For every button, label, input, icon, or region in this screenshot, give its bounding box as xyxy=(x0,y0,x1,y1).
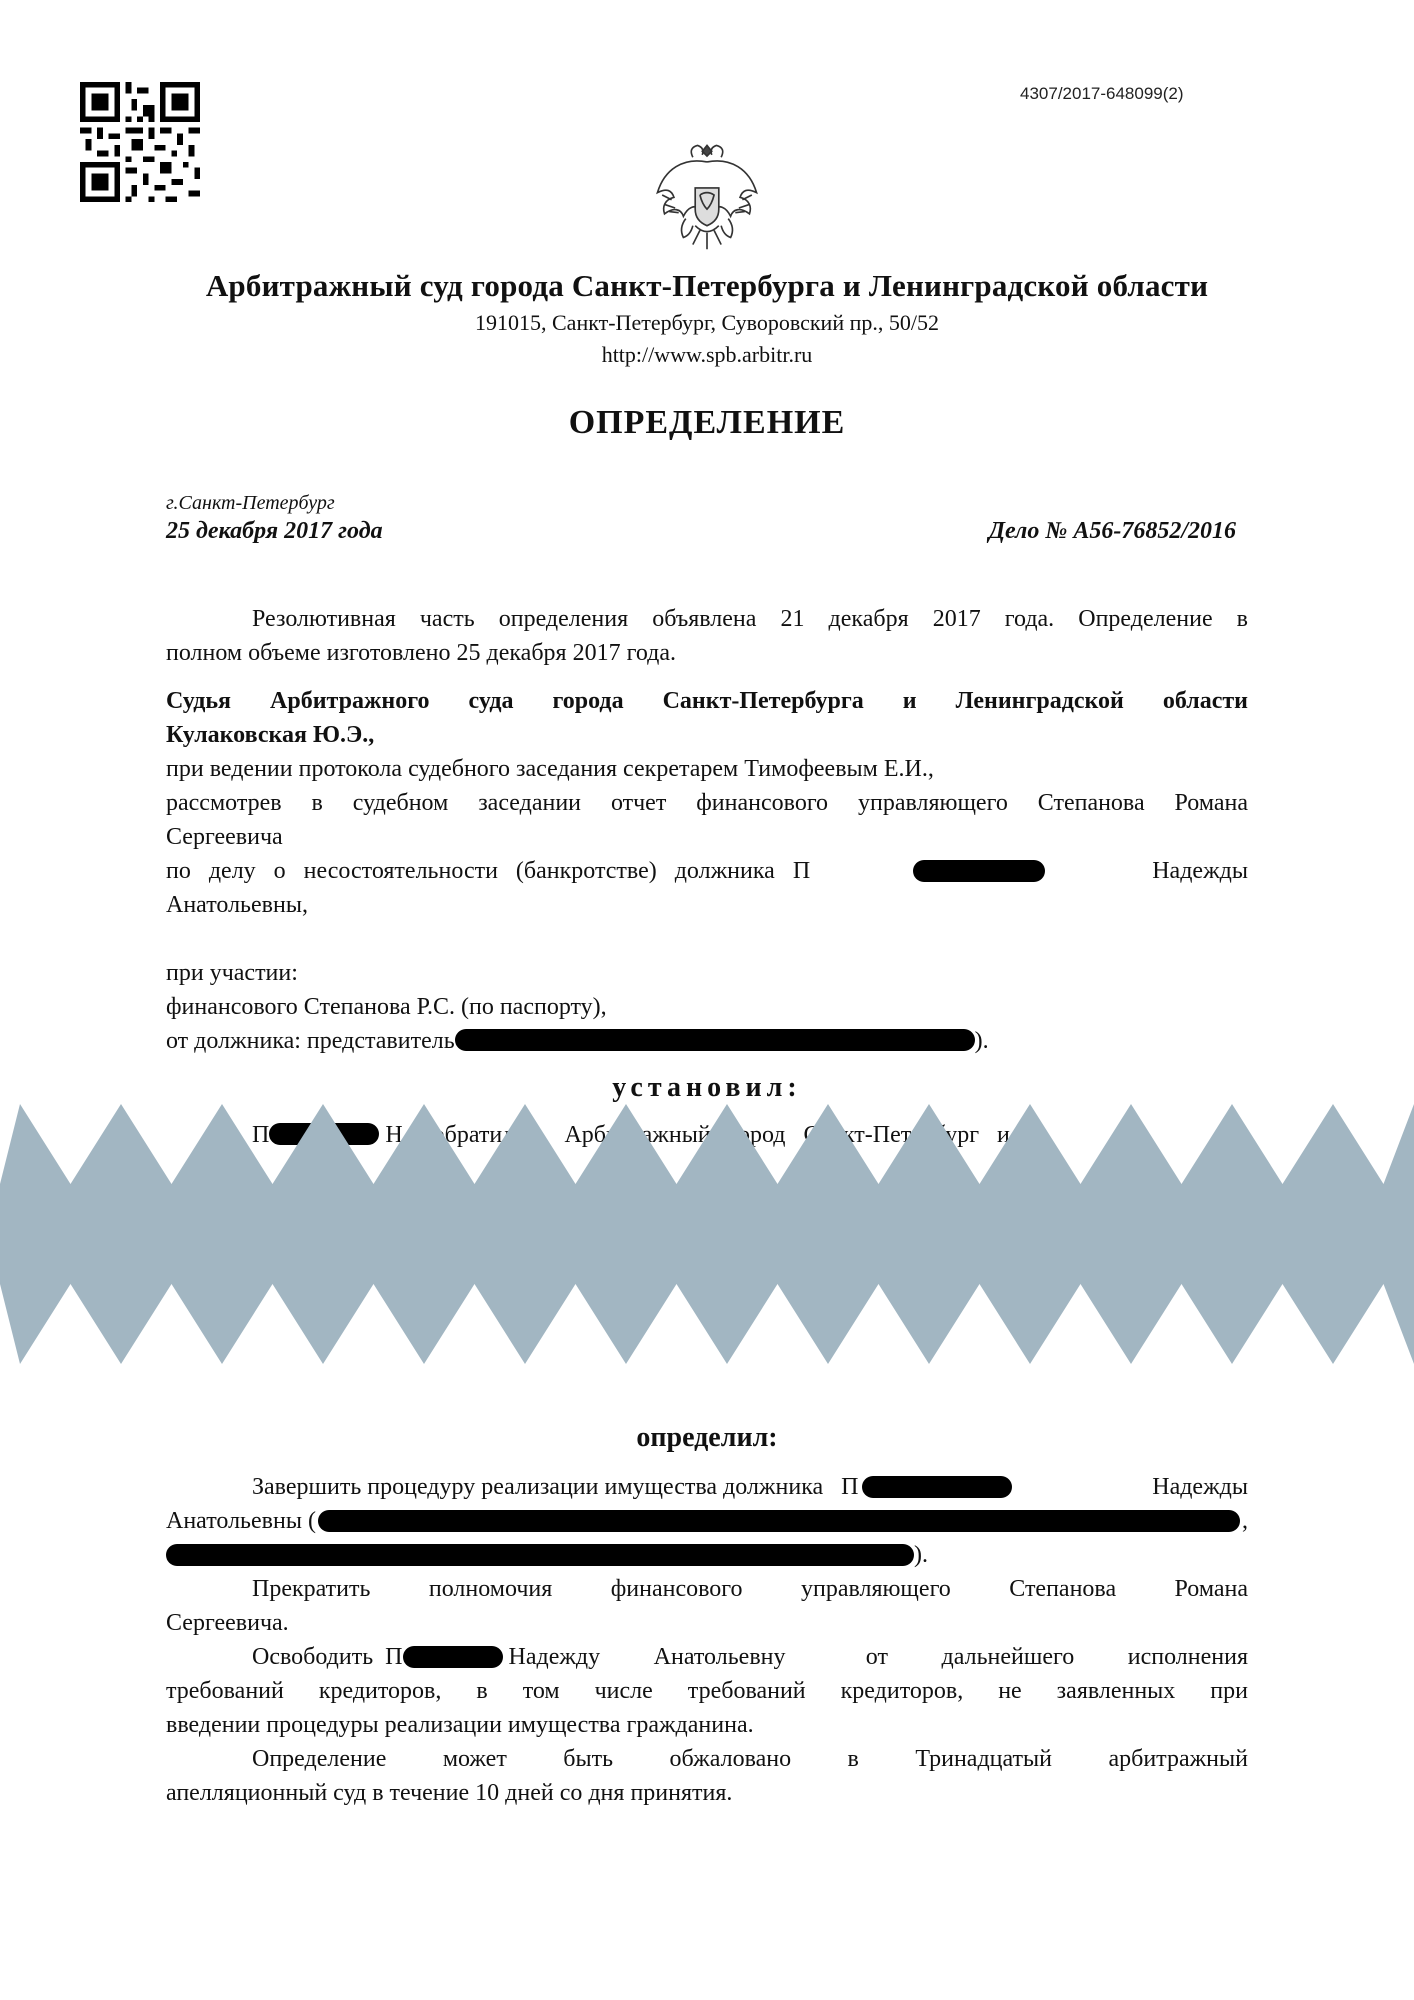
document-number: 4307/2017-648099(2) xyxy=(1020,84,1184,103)
announcement-line-1: Резолютивная часть определения объявлена 21 декабря 2017 года. Определение в xyxy=(252,606,1248,632)
document-date: 25 декабря 2017 года xyxy=(166,518,383,544)
judge-line-1: Судья Арбитражного суда города Санкт-Петербурга и Ленинградской области xyxy=(166,688,1248,714)
redacted-surname-2 xyxy=(862,1476,1012,1498)
from-debtor-end: ). xyxy=(974,1028,989,1054)
court-website: http://www.spb.arbitr.ru xyxy=(601,342,813,367)
decision-4-line-1: Определение может быть обжаловано в Тринадцатый арбитражный xyxy=(252,1746,1248,1772)
case-number: Дело № А56-76852/2016 xyxy=(988,518,1236,544)
debtor-line-1 xyxy=(166,854,1248,888)
established-heading: установил: xyxy=(612,1072,802,1103)
decision-1-text-e: ). xyxy=(914,1542,928,1568)
decision-paragraph-1 xyxy=(166,1470,1248,1572)
debtor-text-a: по делу о несостоятельности (банкротстве) должника П xyxy=(166,858,811,884)
decision-3-line-3: введении процедуры реализации имущества гражданина. xyxy=(166,1712,754,1738)
decision-1-text-b: Надежды xyxy=(1152,1474,1248,1500)
announcement-line-2: полном объеме изготовлено 25 декабря 2017 года. xyxy=(166,640,676,666)
decided-heading: определил: xyxy=(636,1422,778,1453)
decision-paragraph-3 xyxy=(166,1640,1248,1742)
from-debtor-line xyxy=(166,1024,1248,1058)
decision-1-line-3 xyxy=(166,1538,1248,1572)
consider-line-2: Сергеевича xyxy=(166,824,283,850)
decision-1-text-a: Завершить процедуру реализации имущества должника П xyxy=(252,1474,859,1500)
from-debtor-text: от должника: представитель xyxy=(166,1028,455,1054)
decision-3-text-b: Надежду Анатольевну от дальнейшего исполнения xyxy=(508,1644,1248,1670)
decision-1-text-c: Анатольевны ( xyxy=(166,1508,316,1534)
debtor-line-2: Анатольевны, xyxy=(166,892,308,918)
city: г.Санкт-Петербург xyxy=(166,492,335,514)
redacted-representative xyxy=(455,1029,975,1051)
decision-paragraph-2 xyxy=(166,1572,1248,1640)
debtor-text-b: Надежды xyxy=(1152,858,1248,884)
redacted-surname xyxy=(913,860,1045,882)
decision-4-line-2: апелляционный суд в течение 10 дней со дня принятия. xyxy=(166,1780,733,1806)
judge-line-2: Кулаковская Ю.Э., xyxy=(166,722,375,748)
decision-3-line-1 xyxy=(166,1640,1248,1674)
decision-1-line-1 xyxy=(166,1470,1248,1504)
redacted-personal-data-2 xyxy=(166,1544,914,1566)
participation-block xyxy=(166,956,1248,1058)
decision-1-text-d: , xyxy=(1242,1508,1248,1534)
decision-1-line-2 xyxy=(166,1504,1248,1538)
document-title: ОПРЕДЕЛЕНИЕ xyxy=(568,404,846,441)
court-address: 191015, Санкт-Петербург, Суворовский пр., 50/52 xyxy=(475,310,939,335)
court-name: Арбитражный суд города Санкт-Петербурга и Ленинградской области xyxy=(205,268,1209,303)
torn-text-b: Н обратилась Арбитражный город Санкт-Петербург и xyxy=(385,1122,1010,1148)
secretary-line: при ведении протокола судебного заседания секретарем Тимофеевым Е.И., xyxy=(166,756,934,782)
decision-2-line-1: Прекратить полномочия финансового управляющего Степанова Романа xyxy=(252,1576,1248,1602)
redacted-surname-3 xyxy=(403,1646,503,1668)
coat-of-arms-emblem xyxy=(648,136,766,254)
consider-line-1: рассмотрев в судебном заседании отчет финансового управляющего Степанова Романа xyxy=(166,790,1248,816)
decision-paragraph-4 xyxy=(166,1742,1248,1810)
hearing-details xyxy=(166,752,1248,922)
judge-block xyxy=(166,684,1248,752)
decision-3-line-2: требований кредиторов, в том числе требований кредиторов, не заявленных при xyxy=(166,1678,1248,1704)
decision-3-text-a: Освободить П xyxy=(252,1644,403,1670)
qr-code xyxy=(80,82,200,202)
redacted-personal-data-1 xyxy=(318,1510,1240,1532)
announcement-paragraph xyxy=(166,602,1248,670)
decision-2-line-2: Сергеевича. xyxy=(166,1610,289,1636)
participation-label: при участии: xyxy=(166,960,298,986)
fin-manager-line: финансового Степанова Р.С. (по паспорту), xyxy=(166,994,607,1020)
torn-section-band xyxy=(0,1104,1414,1364)
torn-text-a: П xyxy=(252,1122,270,1148)
